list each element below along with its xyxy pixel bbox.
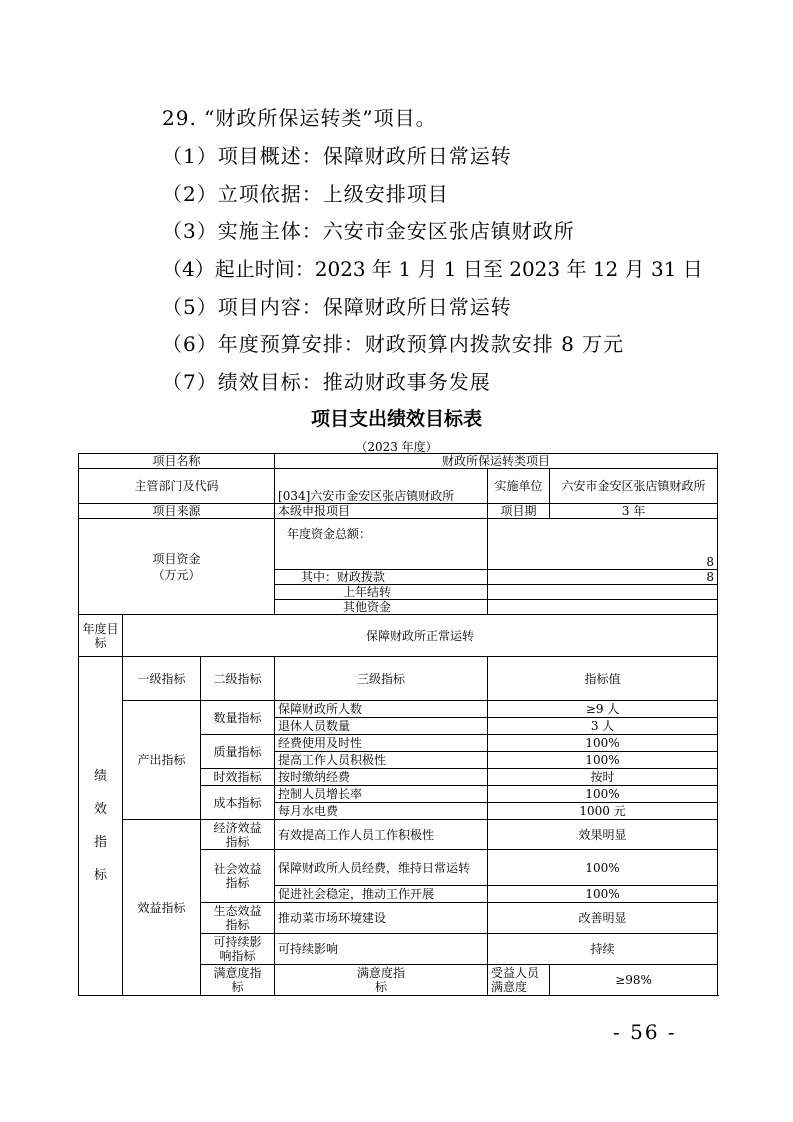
indicator-name: 每月水电费 [275,803,488,820]
indicator-name: 受益人员满意度 [488,965,550,996]
indicator-name: 保障财政所人数 [275,701,488,718]
para-8: （7）绩效目标：推动财政事务发展 [162,370,491,394]
funds-fiscal: 8 [488,570,718,585]
indicator-value: 3 人 [488,718,718,735]
performance-table [78,453,718,996]
header-value: 指标值 [488,657,718,701]
annual-goal-label: 年度目标 [79,615,123,657]
para-7: （6）年度预算安排：财政预算内拨款安排 8 万元 [162,332,625,356]
project-name: 财政所保运转类项目 [275,454,718,469]
source-label: 项目来源 [79,504,275,519]
funds-other [488,600,718,615]
table-year: （2023 年度） [355,440,438,454]
funds-other-label: 其他资金 [275,600,488,615]
header-level3: 三级指标 [275,657,488,701]
indicator-name: 促进社会稳定，推动工作开展 [275,886,488,903]
quality-label: 质量指标 [201,735,275,769]
para-3: （2）立项依据：上级安排项目 [162,182,449,206]
perf-label: 绩效指标 [79,657,123,996]
para-2: （1）项目概述：保障财政所日常运转 [162,144,512,168]
indicator-value: 效果明显 [488,820,718,850]
impl-label: 实施单位 [488,469,550,504]
para-1: 29. “财政所保运转类”项目。 [162,106,437,130]
timeliness-label: 时效指标 [201,769,275,786]
indicator-value: 持续 [488,934,718,965]
funds-carry [488,585,718,600]
indicator-name: 推动菜市场环境建设 [275,903,488,934]
table-title: 项目支出绩效目标表 [310,408,482,430]
indicator-value: 100% [488,850,718,886]
indicator-name: 有效提高工作人员工作积极性 [275,820,488,850]
indicator-name: 经费使用及时性 [275,735,488,752]
indicator-name: 保障财政所人员经费，维持日常运转 [275,850,488,886]
funds-total-label: 年度资金总额： [275,519,488,570]
benefit-label: 效益指标 [123,820,201,996]
social-label: 社会效益指标 [201,850,275,903]
indicator-value: ≥9 人 [488,701,718,718]
dept-label: 主管部门及代码 [79,469,275,504]
indicator-name: 可持续影响 [275,934,488,965]
indicator-value: 100% [488,786,718,803]
economic-label: 经济效益指标 [201,820,275,850]
satisfaction-l1-label: 满意度指标 [201,965,275,996]
indicator-name: 按时缴纳经费 [275,769,488,786]
indicator-value: ≥98% [550,965,718,996]
para-4: （3）实施主体：六安市金安区张店镇财政所 [162,219,575,243]
cost-label: 成本指标 [201,786,275,820]
impl-value: 六安市金安区张店镇财政所 [550,469,718,504]
indicator-value: 100% [488,752,718,769]
indicator-name: 控制人员增长率 [275,786,488,803]
period-label: 项目期 [488,504,550,519]
dept-value: [034]六安市金安区张店镇财政所 [275,469,488,504]
funds-label: 项目资金（万元） [79,519,275,615]
indicator-value: 改善明显 [488,903,718,934]
para-6: （5）项目内容：保障财政所日常运转 [162,295,512,319]
funds-fiscal-label: 其中：财政拨款 [275,570,488,585]
para-5: （4）起止时间：2023 年 1 月 1 日至 2023 年 12 月 31 日 [162,257,703,281]
funds-carry-label: 上年结转 [275,585,488,600]
indicator-name: 提高工作人员积极性 [275,752,488,769]
eco-label: 生态效益指标 [201,903,275,934]
header-level2: 二级指标 [201,657,275,701]
period-value: 3 年 [550,504,718,519]
funds-total: 8 [488,519,718,570]
project-name-label: 项目名称 [79,454,275,469]
page-number: - 56 - [613,1020,677,1044]
satisfaction-l2-label: 满意度指标 [275,965,488,996]
source-value: 本级申报项目 [275,504,488,519]
indicator-name: 退休人员数量 [275,718,488,735]
indicator-value: 100% [488,735,718,752]
header-level1: 一级指标 [123,657,201,701]
output-label: 产出指标 [123,701,201,820]
quantity-label: 数量指标 [201,701,275,735]
indicator-value: 按时 [488,769,718,786]
indicator-value: 100% [488,886,718,903]
sustain-label: 可持续影响指标 [201,934,275,965]
indicator-value: 1000 元 [488,803,718,820]
annual-goal: 保障财政所正常运转 [123,615,718,657]
